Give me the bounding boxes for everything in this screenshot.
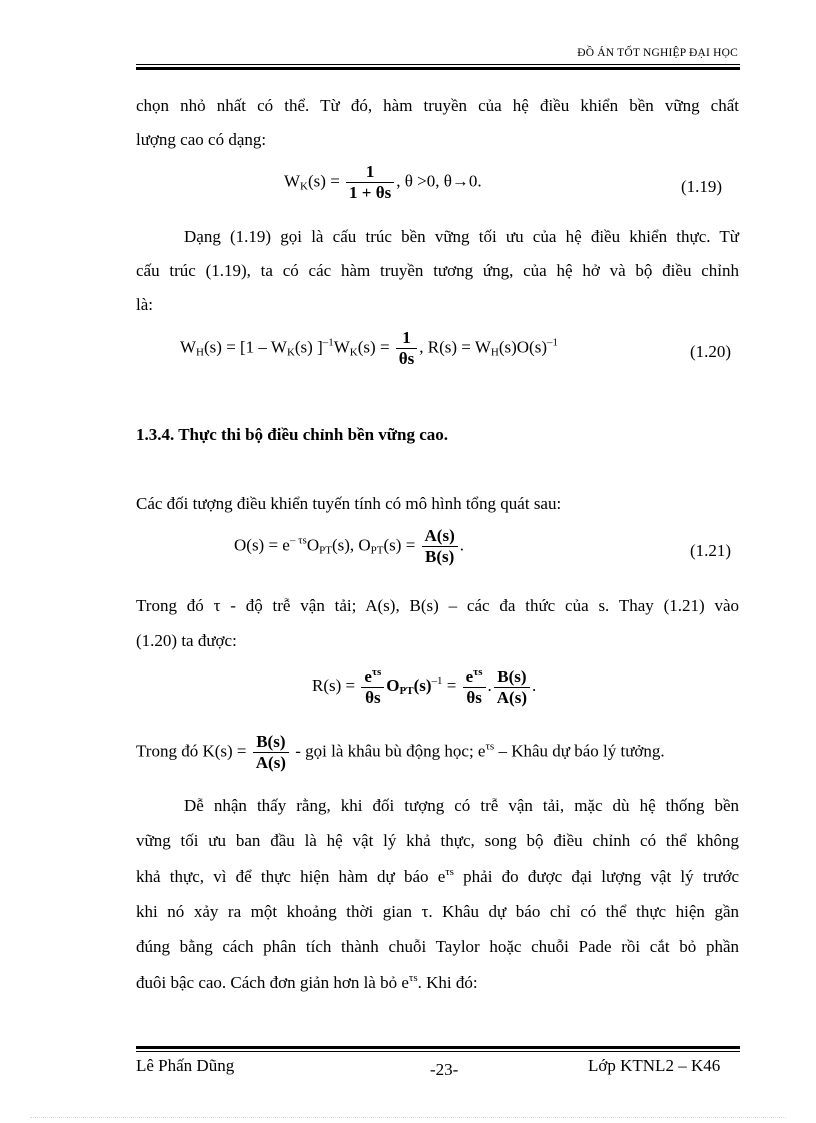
- eq19-tail: , θ >0, θ→0.: [396, 171, 482, 191]
- section-heading: 1.3.4. Thực thi bộ điều chỉnh bền vững cao.: [136, 425, 448, 444]
- p6-line-6-sup: τs: [408, 972, 418, 984]
- eq20-sup-inv: –1: [322, 336, 334, 349]
- eq21-d: (s) =: [383, 535, 416, 555]
- p6-line-1: Dễ nhận thấy rằng, khi đối tượng có trễ vận tải, mặc dù hệ thống bền: [184, 796, 739, 815]
- eq20-fraction: [396, 328, 418, 369]
- eq22-mid: O: [386, 675, 400, 695]
- eq21-a-sup: – τs: [289, 534, 307, 547]
- eq22-f1-num: [361, 666, 384, 687]
- p2-line-1: Dạng (1.19) gọi là cấu trúc bền vững tối ưu của hệ điều khiển thực. Từ: [184, 227, 739, 246]
- equation-1-21: [234, 526, 464, 567]
- eq20-sub-k2: K: [349, 346, 358, 359]
- p5-den: A(s): [253, 752, 289, 773]
- equation-1-19: [284, 162, 482, 203]
- p6-line-3: [136, 866, 739, 887]
- p6-line-6a: đuôi bậc cao. Cách đơn giản hơn là bỏ e: [136, 973, 409, 992]
- page-edge-dots: [30, 1117, 786, 1118]
- p6-line-6b: . Khi đó:: [417, 973, 478, 992]
- eq22-f1-den: θs: [361, 687, 384, 708]
- eq21-b: O: [306, 535, 320, 555]
- p6-line-5: đúng bằng cách phân tích thành chuỗi Taylor hoặc chuỗi Pade rồi cắt bỏ phần: [136, 937, 739, 956]
- eq20-part7: (s)O(s): [498, 337, 547, 357]
- eq22-f1-sup: τs: [371, 666, 382, 678]
- p2-line-3: là:: [136, 295, 153, 314]
- header-rule-thin: [136, 64, 740, 65]
- p4-line-1: Trong đó τ - độ trễ vận tải; A(s), B(s) – các đa thức của s. Thay (1.21) vào: [136, 596, 739, 615]
- eq22-f2-num: [463, 666, 486, 687]
- eq19-numerator: 1: [365, 162, 375, 181]
- eq21-c-sub: PT: [370, 544, 384, 557]
- eq22-f2-den: θs: [463, 687, 486, 708]
- p6-line-2: vững tối ưu ban đầu là hệ vật lý khả thực, song bộ điều chỉnh có thể không: [136, 831, 739, 850]
- eq22-mid2: (s): [413, 675, 432, 695]
- footer-page-number: -23-: [430, 1060, 459, 1079]
- p5-line: [136, 732, 665, 773]
- eq19-lhs-sub: K: [300, 180, 308, 193]
- p6-line-3a: khả thực, vì để thực hiện hàm dự báo e: [136, 867, 446, 886]
- p1-line-1: chọn nhỏ nhất có thể. Từ đó, hàm truyền của hệ điều khiển bền vững chất: [136, 96, 739, 115]
- eq20-part2: (s) = [1 – W: [204, 337, 287, 357]
- eq20-number: (1.20): [690, 342, 732, 361]
- eq22-f1-e: e: [364, 667, 372, 686]
- eq20-sup-inv2: –1: [547, 336, 558, 349]
- eq21-a: O(s) = e: [234, 535, 290, 555]
- eq19-denominator: 1 + θs: [346, 182, 394, 203]
- eq21-number: (1.21): [690, 541, 732, 560]
- eq21-denominator: B(s): [422, 546, 458, 567]
- p5-a: Trong đó K(s) =: [136, 741, 247, 761]
- eq20-numerator: 1: [402, 328, 411, 347]
- eq22-mid2-sup: –1: [431, 674, 443, 687]
- p4-line-2: (1.20) ta được:: [136, 631, 237, 650]
- header-rule-thick: [136, 67, 740, 70]
- eq21-b-sub: PT: [319, 544, 332, 557]
- eq20-part3: (s) ]: [294, 337, 323, 357]
- eq22-lhs: R(s) =: [312, 675, 356, 695]
- p1-line-2: lượng cao có dạng:: [136, 130, 267, 149]
- eq22-fraction-1: [361, 666, 384, 708]
- eq19-number: (1.19): [681, 177, 723, 196]
- p6-line-3-sup: τs: [445, 866, 454, 878]
- p5-fraction: [253, 732, 289, 773]
- eq21-fraction: [422, 526, 458, 567]
- p5-b-sup: τs: [485, 740, 495, 753]
- p5-c: – Khâu dự báo lý tưởng.: [498, 741, 665, 761]
- eq21-c: (s), O: [331, 535, 371, 555]
- eq19-lhs: W: [284, 171, 301, 191]
- equation-rs: [312, 666, 536, 708]
- running-header: ĐỒ ÁN TỐT NGHIỆP ĐẠI HỌC: [577, 47, 738, 59]
- eq19-fraction: [346, 162, 394, 203]
- eq22-dot: .: [487, 675, 492, 695]
- eq21-numerator: A(s): [424, 526, 455, 545]
- p2-line-2: cấu trúc (1.19), ta có các hàm truyền tương ứng, của hệ hở và bộ điều chỉnh: [136, 261, 739, 280]
- eq20-sub-h: H: [196, 346, 204, 359]
- eq20-w: W: [180, 337, 197, 357]
- p5-b: - gọi là khâu bù động học; e: [295, 741, 486, 761]
- eq22-f2-sup: τs: [473, 666, 483, 678]
- eq22-f3-num: B(s): [497, 666, 527, 686]
- p3-line-1: Các đối tượng điều khiển tuyến tính có mô hình tổng quát sau:: [136, 494, 562, 513]
- eq20-sub-k: K: [286, 346, 295, 359]
- eq22-f3-den: A(s): [494, 687, 530, 708]
- eq20-sub-h2: H: [490, 346, 499, 359]
- p6-line-6: [136, 972, 478, 993]
- p5-num: B(s): [256, 732, 286, 751]
- eq22-fraction-2: [463, 666, 486, 708]
- footer-rule-thick: [136, 1046, 740, 1049]
- eq22-f2-e: e: [465, 667, 474, 686]
- eq22-equals: =: [446, 675, 457, 695]
- eq21-tail: .: [459, 535, 464, 555]
- eq22-tail: .: [532, 675, 537, 695]
- eq19-lhs-arg: (s) =: [308, 171, 340, 191]
- p6-line-3b: phải đo được đại lượng vật lý trước: [453, 867, 739, 886]
- footer-rule-thin: [136, 1051, 740, 1052]
- eq22-mid-sub: PT: [399, 684, 414, 697]
- eq22-fraction-3: [494, 667, 530, 708]
- eq20-denominator: θs: [396, 348, 418, 369]
- eq20-part6: , R(s) = W: [419, 337, 491, 357]
- eq20-part5: (s) =: [357, 337, 390, 357]
- eq20-part4: W: [333, 337, 350, 357]
- p6-line-4: khi nó xảy ra một khoảng thời gian τ. Khâu dự báo chỉ có thể thực hiện gần: [136, 902, 739, 921]
- footer-class: Lớp KTNL2 – K46: [588, 1056, 721, 1075]
- equation-1-20: [180, 328, 558, 369]
- footer-author: Lê Phấn Dũng: [136, 1056, 235, 1075]
